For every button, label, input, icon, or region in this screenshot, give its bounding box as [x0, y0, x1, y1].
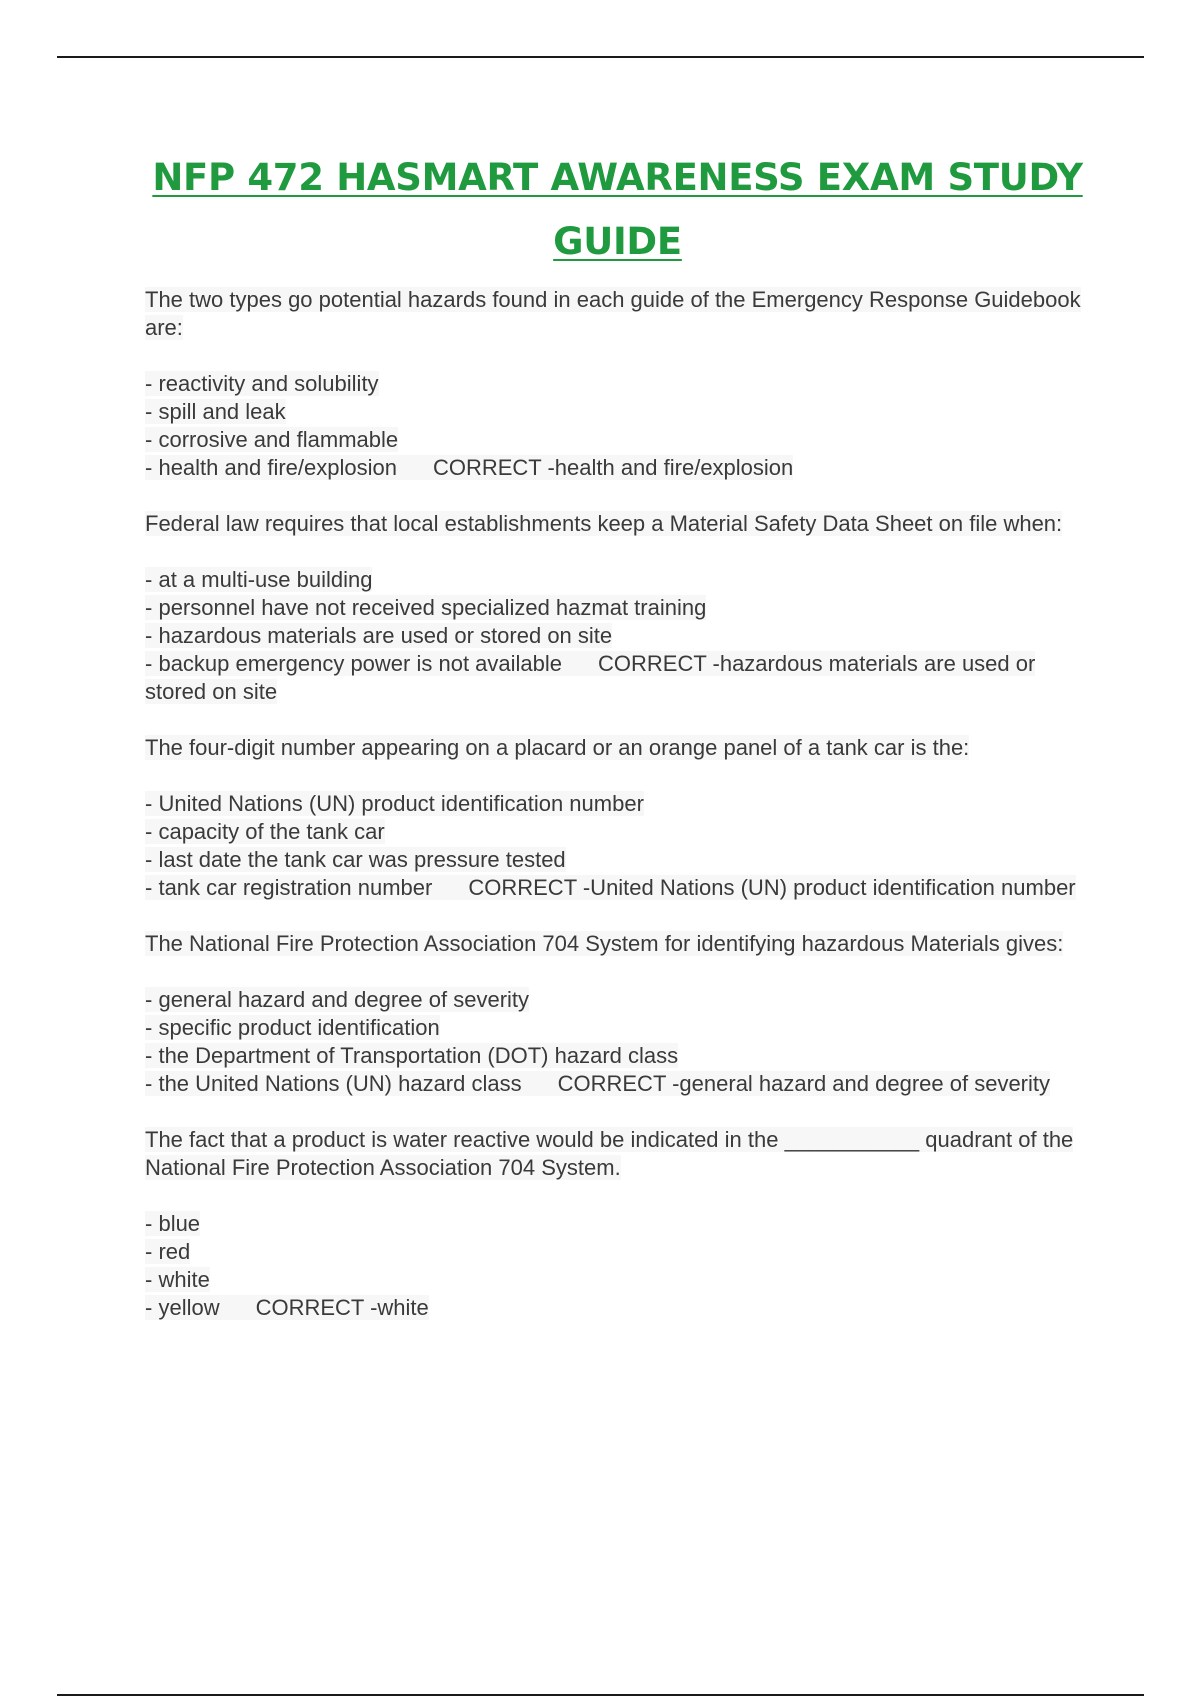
option-list	[145, 1210, 1090, 1322]
top-rule	[57, 56, 1144, 58]
correct-answer: CORRECT -health and fire/explosion	[432, 455, 794, 480]
question-text: The National Fire Protection Association 704 System for identifying hazardous Materials gives:	[145, 931, 1064, 956]
option-item: - red	[145, 1238, 1090, 1266]
option-item: - corrosive and flammable	[145, 426, 1090, 454]
option-item-last: - health and fire/explosion CORRECT -health and fire/explosion	[145, 454, 1090, 482]
question-block	[145, 734, 1090, 902]
option-item: - hazardous materials are used or stored on site	[145, 622, 1090, 650]
option-item-last: - the United Nations (UN) hazard class CORRECT -general hazard and degree of severity	[145, 1070, 1090, 1098]
question-text: The two types go potential hazards found in each guide of the Emergency Response Guidebook are:	[145, 287, 1081, 340]
option-item-last: - backup emergency power is not available CORRECT -hazardous materials are used or stored on site	[145, 650, 1090, 706]
option-item: - white	[145, 1266, 1090, 1294]
question-text: Federal law requires that local establishments keep a Material Safety Data Sheet on file when:	[145, 511, 1063, 536]
correct-answer: CORRECT -United Nations (UN) product identification number	[468, 875, 1076, 900]
correct-answer: CORRECT -white	[255, 1295, 429, 1320]
option-item-last: - yellow CORRECT -white	[145, 1294, 1090, 1322]
bottom-rule	[57, 1694, 1144, 1696]
question-block	[145, 510, 1090, 706]
option-item: - personnel have not received specialized hazmat training	[145, 594, 1090, 622]
page-title: NFP 472 HASMART AWARENESS EXAM STUDY GUIDE	[152, 156, 1083, 263]
correct-answer: CORRECT -general hazard and degree of severity	[557, 1071, 1050, 1096]
option-list	[145, 370, 1090, 482]
option-item: - United Nations (UN) product identification number	[145, 790, 1090, 818]
question-block	[145, 1126, 1090, 1322]
option-item: - general hazard and degree of severity	[145, 986, 1090, 1014]
document-body	[145, 286, 1090, 1350]
question-block	[145, 930, 1090, 1098]
question-block	[145, 286, 1090, 482]
option-list	[145, 790, 1090, 902]
option-item: - the Department of Transportation (DOT) hazard class	[145, 1042, 1090, 1070]
correct-answer: CORRECT -hazardous materials are used or stored on site	[145, 651, 1036, 704]
question-text: The fact that a product is water reactive would be indicated in the ___________ quadrant of the National Fire Protection Association 704 System.	[145, 1127, 1074, 1180]
option-item: - at a multi-use building	[145, 566, 1090, 594]
option-item: - blue	[145, 1210, 1090, 1238]
option-item-last: - tank car registration number CORRECT -United Nations (UN) product identification number	[145, 874, 1090, 902]
option-list	[145, 986, 1090, 1098]
question-text: The four-digit number appearing on a placard or an orange panel of a tank car is the:	[145, 735, 970, 760]
option-item: - reactivity and solubility	[145, 370, 1090, 398]
option-item: - last date the tank car was pressure tested	[145, 846, 1090, 874]
option-item: - specific product identification	[145, 1014, 1090, 1042]
option-list	[145, 566, 1090, 706]
option-item: - spill and leak	[145, 398, 1090, 426]
option-item: - capacity of the tank car	[145, 818, 1090, 846]
